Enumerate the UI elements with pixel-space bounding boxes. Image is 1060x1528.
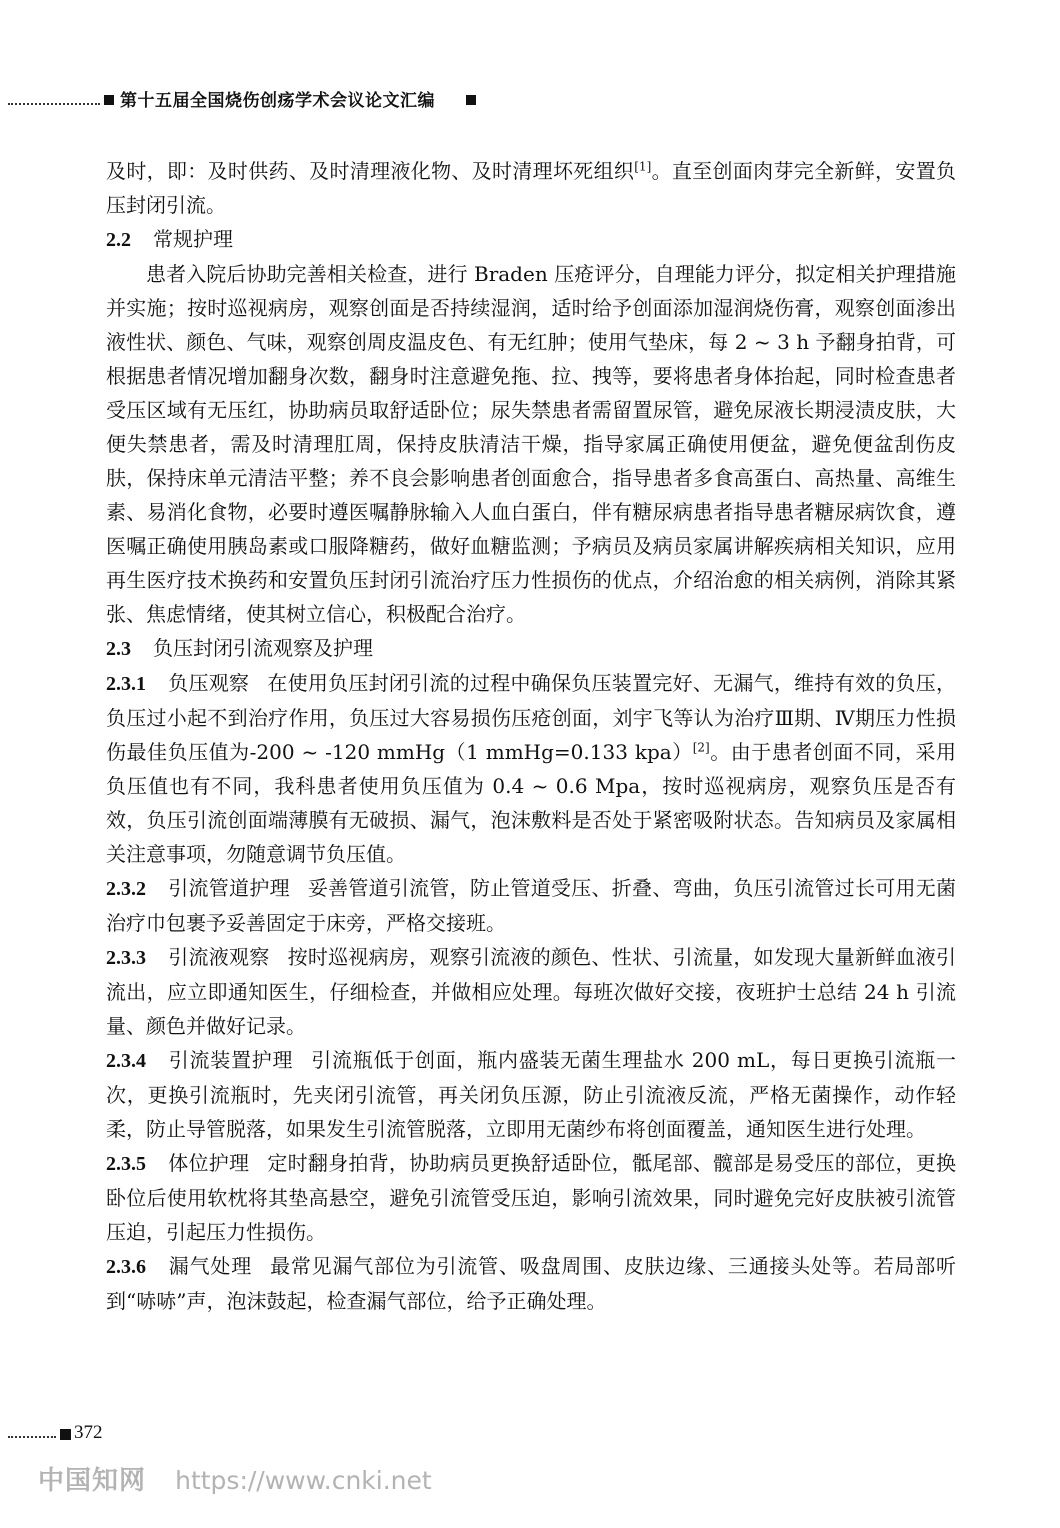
header-title: 第十五届全国烧伤创疡学术会议论文汇编 (120, 91, 435, 111)
section-heading-2-2 (106, 222, 956, 257)
section-title: 常规护理 (153, 227, 233, 251)
citation-ref-1[interactable]: [1] (634, 159, 652, 174)
section-2-3-2-paragraph (106, 871, 956, 940)
subsection-number: 2.3.2 (106, 878, 146, 900)
cnki-url[interactable]: https://www.cnki.net (175, 1466, 432, 1495)
subsection-number: 2.3.6 (106, 1256, 146, 1278)
section-2-3-3-paragraph (106, 940, 956, 1043)
header-square-bullet-right (466, 95, 476, 105)
subsection-text: 按时巡视病房，观察引流液的颜色、性状、引流量，如发现大量新鲜血液引流出，应立即通知医生，仔细检查，并做相应处理。每班次做好交接，夜班护士总结 24 h 引流量、颜色并做好记录。 (106, 945, 957, 1038)
subsection-title: 引流管道护理 (168, 876, 290, 900)
subsection-title: 引流装置护理 (168, 1048, 294, 1072)
footer-square-bullet (60, 1429, 71, 1440)
subsection-number: 2.3.3 (106, 947, 146, 969)
subsection-text-b: 。由于患者创面不同，采用负压值也有不同，我科患者使用负压值为 0.4 ~ 0.6 Mpa，按时巡视病房，观察负压是否有效，负压引流创面端薄膜有无破损、漏气，泡沫敷料是否处于紧密吸附状态。告知病员及家属相关注意事项，勿随意调节负压值。 (106, 740, 956, 866)
intro-text-b: 。直至创面肉芽完全新鲜，安置负压封闭引流。 (106, 159, 957, 217)
page-footer (0, 1422, 300, 1452)
section-2-3-5-paragraph (106, 1146, 956, 1249)
subsection-text: 最常见漏气部位为引流管、吸盘周围、皮肤边缘、三通接头处等。若局部听到“哧哧”声，泡沫鼓起，检查漏气部位，给予正确处理。 (106, 1254, 957, 1313)
subsection-title: 体位护理 (168, 1151, 250, 1175)
running-header (0, 86, 1060, 116)
subsection-title: 漏气处理 (168, 1254, 253, 1278)
header-dotted-rule (8, 103, 100, 105)
subsection-number: 2.3.4 (106, 1050, 146, 1072)
section-2-3-6-paragraph (106, 1249, 956, 1318)
section-heading-2-3 (106, 631, 956, 666)
intro-paragraph (106, 154, 956, 222)
section-2-3-1-paragraph (106, 666, 956, 871)
subsection-text: 妥善管道引流管，防止管道受压、折叠、弯曲，负压引流管过长可用无菌治疗巾包裹予妥善固定于床旁，严格交接班。 (106, 876, 957, 935)
section-2-2-paragraph: 患者入院后协助完善相关检查，进行 Braden 压疮评分，自理能力评分，拟定相关护理措施并实施；按时巡视病房，观察创面是否持续湿润，适时给予创面添加湿润烧伤膏，观察创面渗出液性状、颜色、气味，观察创周皮温皮色、有无红肿；使用气垫床，每 2 ~ 3 h 予翻身拍背，可根据患者情况增加翻身次数，翻身时注意避免拖、拉、拽等，要将患者身体抬起，同时检查患者受压区域有无压红，协助病员取舒适卧位；尿失禁患者需留置尿管，避免尿液长期浸渍皮肤，大便失禁患者，需及时清理肛周，保持皮肤清洁干燥，指导家属正确使用便盆，避免便盆刮伤皮肤，保持床单元清洁平整；养不良会影响患者创面愈合，指导患者多食高蛋白、高热量、高维生素、易消化食物，必要时遵医嘱静脉输入人血白蛋白，伴有糖尿病患者指导患者糖尿病饮食，遵医嘱正确使用胰岛素或口服降糖药，做好血糖监测；予病员及病员家属讲解疾病相关知识，应用再生医疗技术换药和安置负压封闭引流治疗压力性损伤的优点，介绍治愈的相关病例，消除其紧张、焦虑情绪，使其树立信心，积极配合治疗。 (106, 262, 956, 626)
footer-dotted-rule (8, 1436, 56, 1438)
subsection-number: 2.3.5 (106, 1153, 146, 1175)
section-number: 2.3 (106, 638, 131, 660)
section-number: 2.2 (106, 229, 131, 251)
subsection-text: 定时翻身拍背，协助病员更换舒适卧位，骶尾部、髋部是易受压的部位，更换卧位后使用软枕将其垫高悬空，避免引流管受压迫，影响引流效果，同时避免完好皮肤被引流管压迫，引起压力性损伤。 (106, 1151, 957, 1244)
cnki-watermark (38, 1460, 432, 1500)
subsection-title: 引流液观察 (168, 945, 270, 969)
subsection-title: 负压观察 (168, 671, 250, 695)
subsection-text-a: 在使用负压封闭引流的过程中确保负压装置完好、无漏气，维持有效的负压，负压过小起不到治疗作用，负压过大容易损伤压疮创面，刘宇飞等认为治疗Ⅲ期、Ⅳ期压力性损伤最佳负压值为-200 ~ -120 mmHg（1 mmHg=0.133 kpa） (106, 671, 957, 764)
header-square-bullet-left (104, 95, 114, 105)
citation-ref-2[interactable]: [2] (692, 740, 710, 755)
cnki-logo: 中国知网 (38, 1466, 147, 1496)
page-number: 372 (74, 1422, 103, 1443)
subsection-text: 引流瓶低于创面，瓶内盛装无菌生理盐水 200 mL，每日更换引流瓶一次，更换引流瓶时，先夹闭引流管，再关闭负压源，防止引流液反流，严格无菌操作，动作轻柔，防止导管脱落，如果发生引流管脱落，立即用无菌纱布将创面覆盖，通知医生进行处理。 (106, 1048, 957, 1141)
article-body (106, 154, 956, 1318)
intro-text-a: 及时，即：及时供药、及时清理液化物、及时清理坏死组织 (106, 159, 635, 183)
section-title: 负压封闭引流观察及护理 (153, 636, 373, 660)
subsection-number: 2.3.1 (106, 673, 146, 695)
section-2-3-4-paragraph (106, 1043, 956, 1146)
